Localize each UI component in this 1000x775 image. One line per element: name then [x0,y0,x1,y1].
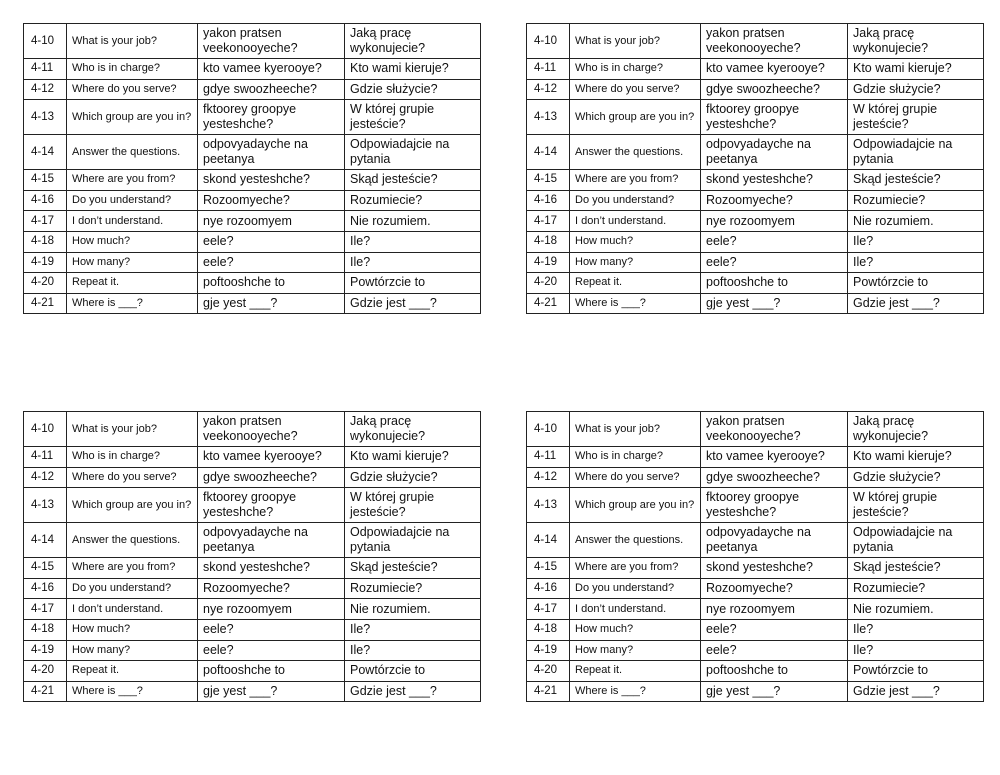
english-phrase: Answer the questions. [67,135,198,170]
phrase-row [24,190,481,211]
phonetic-phrase: kto vamee kyerooye? [701,59,848,80]
phonetic-phrase: Rozoomyeche? [198,578,345,599]
phrase-row [527,24,984,59]
phrase-row [24,640,481,661]
phrase-number: 4-17 [24,599,67,620]
english-phrase: Where is ___? [67,681,198,702]
phrase-number: 4-15 [24,170,67,191]
phrase-row [24,170,481,191]
phrase-row [527,412,984,447]
phrase-row [527,100,984,135]
phrase-number: 4-16 [527,578,570,599]
phrase-number: 4-14 [527,135,570,170]
phrase-row [527,640,984,661]
phrase-number: 4-11 [527,59,570,80]
english-phrase: Repeat it. [570,273,701,294]
phrase-row [24,488,481,523]
phrase-number: 4-19 [24,252,67,273]
phrase-number: 4-10 [527,24,570,59]
phrase-row [24,273,481,294]
phonetic-phrase: poftooshche to [701,661,848,682]
english-phrase: How many? [67,252,198,273]
english-phrase: Where do you serve? [570,79,701,100]
phrase-number: 4-18 [527,619,570,640]
polish-phrase: Gdzie jest ___? [345,293,481,314]
phonetic-phrase: eele? [198,252,345,273]
phrase-row [527,135,984,170]
phrase-row [527,190,984,211]
english-phrase: What is your job? [570,412,701,447]
polish-phrase: Ile? [848,252,984,273]
english-phrase: Do you understand? [67,578,198,599]
phrase-number: 4-15 [527,558,570,579]
phrase-number: 4-10 [24,24,67,59]
polish-phrase: Gdzie jest ___? [848,681,984,702]
phrase-number: 4-11 [24,447,67,468]
english-phrase: How much? [67,619,198,640]
phonetic-phrase: gje yest ___? [198,681,345,702]
phrase-number: 4-19 [24,640,67,661]
phrase-number: 4-10 [527,412,570,447]
english-phrase: How many? [570,640,701,661]
phrase-row [527,59,984,80]
phonetic-phrase: odpovyadayche na peetanya [198,523,345,558]
phrase-row [527,488,984,523]
phrase-row [24,681,481,702]
english-phrase: Who is in charge? [67,447,198,468]
english-phrase: Repeat it. [67,273,198,294]
phonetic-phrase: fktoorey groopye yesteshche? [198,488,345,523]
phonetic-phrase: gje yest ___? [198,293,345,314]
polish-phrase: Nie rozumiem. [848,599,984,620]
polish-phrase: W której grupie jesteście? [848,100,984,135]
phrase-row [24,661,481,682]
polish-phrase: Skąd jesteście? [345,558,481,579]
english-phrase: Where are you from? [570,558,701,579]
english-phrase: Where is ___? [570,293,701,314]
english-phrase: Where do you serve? [67,467,198,488]
polish-phrase: Ile? [345,640,481,661]
phrase-number: 4-20 [24,273,67,294]
phonetic-phrase: eele? [701,252,848,273]
polish-phrase: Gdzie służycie? [848,467,984,488]
english-phrase: Do you understand? [570,578,701,599]
polish-phrase: Powtórzcie to [848,661,984,682]
english-phrase: Where is ___? [67,293,198,314]
phrase-row [527,293,984,314]
english-phrase: How much? [570,231,701,252]
phrase-row [24,293,481,314]
polish-phrase: Gdzie jest ___? [345,681,481,702]
polish-phrase: Powtórzcie to [345,661,481,682]
english-phrase: Where are you from? [67,170,198,191]
polish-phrase: Powtórzcie to [345,273,481,294]
polish-phrase: Rozumiecie? [848,190,984,211]
phrase-row [24,578,481,599]
polish-phrase: Ile? [345,231,481,252]
phonetic-phrase: gdye swoozheeche? [701,467,848,488]
phonetic-phrase: gje yest ___? [701,681,848,702]
phrase-row [527,231,984,252]
english-phrase: Where do you serve? [570,467,701,488]
phonetic-phrase: Rozoomyeche? [701,190,848,211]
polish-phrase: Jaką pracę wykonujecie? [345,24,481,59]
phonetic-phrase: gdye swoozheeche? [198,467,345,488]
english-phrase: I don’t understand. [570,599,701,620]
phonetic-phrase: nye rozoomyem [701,211,848,232]
phrase-number: 4-18 [527,231,570,252]
polish-phrase: Odpowiadajcie na pytania [848,523,984,558]
polish-phrase: Nie rozumiem. [345,599,481,620]
polish-phrase: Skąd jesteście? [848,170,984,191]
phrase-row [24,523,481,558]
english-phrase: What is your job? [67,24,198,59]
polish-phrase: Rozumiecie? [345,578,481,599]
phrase-number: 4-16 [527,190,570,211]
phrase-number: 4-13 [527,488,570,523]
phrase-number: 4-21 [527,293,570,314]
phrase-number: 4-14 [24,523,67,558]
phrase-number: 4-13 [24,488,67,523]
phonetic-phrase: gdye swoozheeche? [198,79,345,100]
phonetic-phrase: fktoorey groopye yesteshche? [198,100,345,135]
polish-phrase: Ile? [848,640,984,661]
phrase-row [527,273,984,294]
polish-phrase: Odpowiadajcie na pytania [848,135,984,170]
phonetic-phrase: eele? [198,231,345,252]
phrase-table-top-left [23,23,481,314]
phonetic-phrase: Rozoomyeche? [198,190,345,211]
english-phrase: How many? [570,252,701,273]
english-phrase: Do you understand? [570,190,701,211]
phrase-number: 4-17 [24,211,67,232]
phonetic-phrase: eele? [701,619,848,640]
polish-phrase: W której grupie jesteście? [345,100,481,135]
phonetic-phrase: odpovyadayche na peetanya [198,135,345,170]
english-phrase: Do you understand? [67,190,198,211]
phonetic-phrase: nye rozoomyem [198,599,345,620]
polish-phrase: Nie rozumiem. [345,211,481,232]
phrase-number: 4-11 [24,59,67,80]
english-phrase: Answer the questions. [570,135,701,170]
phonetic-phrase: fktoorey groopye yesteshche? [701,488,848,523]
phrase-number: 4-16 [24,190,67,211]
phrase-row [24,79,481,100]
phrase-row [24,100,481,135]
phrase-number: 4-21 [24,681,67,702]
phrase-number: 4-14 [527,523,570,558]
phrase-row [24,619,481,640]
english-phrase: I don’t understand. [570,211,701,232]
phrase-number: 4-13 [527,100,570,135]
phrase-number: 4-21 [24,293,67,314]
phrase-row [527,558,984,579]
english-phrase: Who is in charge? [570,447,701,468]
phrase-number: 4-15 [527,170,570,191]
phrase-row [527,252,984,273]
english-phrase: Which group are you in? [67,488,198,523]
english-phrase: Which group are you in? [570,488,701,523]
phrase-number: 4-12 [527,467,570,488]
phrase-number: 4-16 [24,578,67,599]
phonetic-phrase: poftooshche to [701,273,848,294]
english-phrase: Who is in charge? [67,59,198,80]
polish-phrase: Jaką pracę wykonujecie? [345,412,481,447]
polish-phrase: Powtórzcie to [848,273,984,294]
phrase-number: 4-19 [527,252,570,273]
phrase-number: 4-19 [527,640,570,661]
phrase-row [527,467,984,488]
polish-phrase: Nie rozumiem. [848,211,984,232]
phrase-row [527,79,984,100]
polish-phrase: Kto wami kieruje? [345,59,481,80]
phrase-row [527,447,984,468]
polish-phrase: Jaką pracę wykonujecie? [848,24,984,59]
phrase-number: 4-14 [24,135,67,170]
phonetic-phrase: kto vamee kyerooye? [198,59,345,80]
phrase-row [24,211,481,232]
polish-phrase: Ile? [345,619,481,640]
phrase-number: 4-21 [527,681,570,702]
phrase-row [24,252,481,273]
phrase-row [527,578,984,599]
phonetic-phrase: yakon pratsen veekonooyeche? [701,412,848,447]
phrase-row [527,681,984,702]
polish-phrase: Gdzie służycie? [848,79,984,100]
phrase-number: 4-12 [24,79,67,100]
phrase-row [24,59,481,80]
polish-phrase: Gdzie służycie? [345,467,481,488]
english-phrase: Who is in charge? [570,59,701,80]
phrase-row [24,24,481,59]
english-phrase: Answer the questions. [570,523,701,558]
phonetic-phrase: eele? [701,231,848,252]
polish-phrase: Ile? [848,231,984,252]
phrase-row [24,231,481,252]
english-phrase: Repeat it. [570,661,701,682]
phonetic-phrase: yakon pratsen veekonooyeche? [198,24,345,59]
phrase-number: 4-17 [527,211,570,232]
phrase-row [24,135,481,170]
phrase-number: 4-20 [24,661,67,682]
english-phrase: Which group are you in? [570,100,701,135]
phrase-row [24,447,481,468]
phrase-row [527,619,984,640]
polish-phrase: Kto wami kieruje? [345,447,481,468]
english-phrase: Where do you serve? [67,79,198,100]
phrase-number: 4-17 [527,599,570,620]
english-phrase: I don’t understand. [67,599,198,620]
phonetic-phrase: eele? [198,640,345,661]
english-phrase: Where is ___? [570,681,701,702]
polish-phrase: Gdzie służycie? [345,79,481,100]
phrase-row [24,558,481,579]
phrase-number: 4-10 [24,412,67,447]
phrase-row [527,211,984,232]
phonetic-phrase: poftooshche to [198,661,345,682]
polish-phrase: Rozumiecie? [848,578,984,599]
phonetic-phrase: skond yesteshche? [701,558,848,579]
phonetic-phrase: skond yesteshche? [198,170,345,191]
polish-phrase: Odpowiadajcie na pytania [345,523,481,558]
polish-phrase: Odpowiadajcie na pytania [345,135,481,170]
phrase-row [527,599,984,620]
phrase-number: 4-12 [24,467,67,488]
english-phrase: What is your job? [67,412,198,447]
phrase-row [527,661,984,682]
polish-phrase: Ile? [345,252,481,273]
phrase-number: 4-18 [24,231,67,252]
english-phrase: How much? [570,619,701,640]
english-phrase: Where are you from? [570,170,701,191]
phonetic-phrase: eele? [701,640,848,661]
phonetic-phrase: nye rozoomyem [198,211,345,232]
polish-phrase: W której grupie jesteście? [345,488,481,523]
phrase-number: 4-18 [24,619,67,640]
english-phrase: I don’t understand. [67,211,198,232]
phonetic-phrase: yakon pratsen veekonooyeche? [701,24,848,59]
english-phrase: What is your job? [570,24,701,59]
phonetic-phrase: odpovyadayche na peetanya [701,135,848,170]
phonetic-phrase: poftooshche to [198,273,345,294]
phrase-row [527,170,984,191]
phonetic-phrase: Rozoomyeche? [701,578,848,599]
polish-phrase: Skąd jesteście? [848,558,984,579]
polish-phrase: Gdzie jest ___? [848,293,984,314]
phrase-number: 4-12 [527,79,570,100]
phrase-number: 4-20 [527,661,570,682]
phonetic-phrase: eele? [198,619,345,640]
phrase-table-bottom-right [526,411,984,702]
english-phrase: Which group are you in? [67,100,198,135]
polish-phrase: Kto wami kieruje? [848,59,984,80]
phonetic-phrase: fktoorey groopye yesteshche? [701,100,848,135]
phonetic-phrase: skond yesteshche? [701,170,848,191]
polish-phrase: Jaką pracę wykonujecie? [848,412,984,447]
phrase-row [24,412,481,447]
phonetic-phrase: nye rozoomyem [701,599,848,620]
phonetic-phrase: yakon pratsen veekonooyeche? [198,412,345,447]
phrase-row [527,523,984,558]
english-phrase: Repeat it. [67,661,198,682]
phrase-number: 4-15 [24,558,67,579]
polish-phrase: W której grupie jesteście? [848,488,984,523]
phrase-row [24,599,481,620]
english-phrase: Answer the questions. [67,523,198,558]
phonetic-phrase: kto vamee kyerooye? [701,447,848,468]
phrase-number: 4-11 [527,447,570,468]
phonetic-phrase: odpovyadayche na peetanya [701,523,848,558]
phonetic-phrase: kto vamee kyerooye? [198,447,345,468]
phonetic-phrase: gje yest ___? [701,293,848,314]
phonetic-phrase: skond yesteshche? [198,558,345,579]
polish-phrase: Rozumiecie? [345,190,481,211]
phonetic-phrase: gdye swoozheeche? [701,79,848,100]
phrase-number: 4-20 [527,273,570,294]
polish-phrase: Skąd jesteście? [345,170,481,191]
english-phrase: Where are you from? [67,558,198,579]
phrase-table-top-right [526,23,984,314]
phrase-row [24,467,481,488]
phrase-number: 4-13 [24,100,67,135]
english-phrase: How much? [67,231,198,252]
polish-phrase: Kto wami kieruje? [848,447,984,468]
phrase-table-bottom-left [23,411,481,702]
english-phrase: How many? [67,640,198,661]
polish-phrase: Ile? [848,619,984,640]
